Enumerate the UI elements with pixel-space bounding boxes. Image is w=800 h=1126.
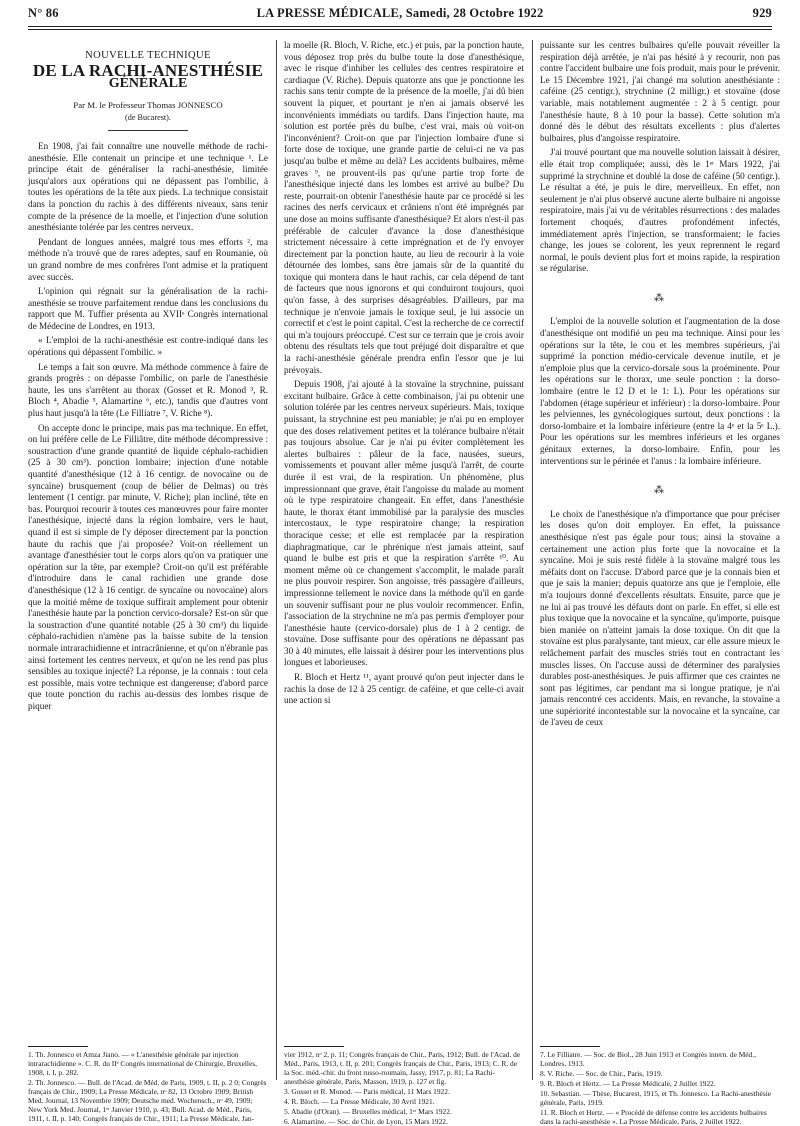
- paragraph: L'emploi de la nouvelle solution et l'augmentation de la dose d'anesthésique ont modifié un peu ma technique. Ainsi pour les opérations sur la tête, le cou et les membres supérieurs, j'ai supprimé la ponction médio-cervicale devenue inutile, et je n'emploie plus que la cervico-dorsale sous la proéminente. Pour les opérations sur le thorax, une seule ponction : la dorso-lombaire (entre le 12 D et le 1: L). Pour les opérations sur l'abdomen (étage supérieur et inférieur) : la dorso-lombaire. Pour les pelviennes, les gynécologiques surtout, deux ponctions : la dorso-lombaire et la lombaire inférieure (entre la 4ᵉ et la 5ᵉ L.). Pour les opérations sur les membres inférieurs et les organes génitaux externes, la dorso-lombaire. Enfin, pour les interventions sur le périnée et l'anus : la lombaire inférieure.: [540, 316, 780, 466]
- paragraph: Le choix de l'anesthésique n'a d'importance que pour préciser les doses qu'on doit employer. En effet, la puissance anesthésique n'est pas égale pour tous; ainsi la stovaïne a certainement une action plus forte que la novocaïne et la syncaïne. Moi je suis resté fidèle à la stovaïne malgré tous les méfaits dont on l'accuse. D'abord parce que je la connais bien et que je sais la manier; depuis quatorze ans que je l'emploie, elle m'a toujours donné d'excellents résultats. Ensuite, parce que je ne lui ai pas trouvé les défauts dont on parle. En effet, si elle est plus toxique que la novocaïne et la syncaïne, qu'importe, puisque bien maniée on n'atteint jamais la dose toxique. On dit que la stovaïne est plus paralysante, tant mieux, car elle assure mieux le relâchement parfait des muscles striés tout en contractant les muscles lisses. On l'accuse aussi de déterminer des paralysies durables post-anesthésiques. Je puis affirmer que ces craintes ne sont pas légitimes, car pendant ma si longue pratique, je n'ai jamais rencontré ces accidents. Mais, en revanche, la stovaïne a une supériorité incontestable sur la novocaïne et la syncaïne, car de l'aveu de ceux: [540, 508, 780, 728]
- section-separator-asterism: ⁂: [654, 292, 666, 304]
- paragraph: Depuis 1908, j'ai ajouté à la stovaïne la strychnine, puissant excitant bulbaire. Grâce à cette combinaison, j'ai pu obtenir une solution tolérée par les centres nerveux supérieurs. Mais, toxique puissant, la strychnine est peu maniable; je n'ai pu en employer que des doses relativement petites et la tolérance bulbaire n'était pas toujours absolue. Car je n'ai pu éviter complètement les alertes bulbaires : pâleur de la face, nausées, sueurs, vomissements et pouvant aller même jusqu'à l'arrêt, de courte durée il est vrai, de la respiration. Un phénomène, plus impressionnant que grave, était l'angoisse du malade au moment où le type respiratoire changeait. En effet, dans l'anesthésie haute, le thorax étant immobilisé par la paralysie des muscles intercostaux, le type respiratoire change; la respiration thoracique cesse; et elle est remplacée par la respiration diaphragmatique, car le phrénique n'est jamais atteint, sauf quand le bulbe est pris et que la respiration s'arrête ¹⁰. Au moment même où ce changement s'accomplit, le malade paraît ne plus pouvoir respirer. Son angoisse, très passagère d'ailleurs, impressionne tellement le novice dans la méthode qu'il en garde un souvenir suffisant pour ne plus vouloir recommencer. Enfin, l'association de la strychnine ne m'a pas permis d'employer pour l'anesthésie haute (cervico-dorsale) plus de 1 à 2 centigr. de stovaïne. Dose suffisante pour des opérations ne dépassant pas 30 à 40 minutes, elle laissait à désirer pour les interventions plus longues et laborieuses.: [284, 379, 524, 668]
- article-title: DE LA RACHI-ANESTHÉSIE: [32, 60, 264, 80]
- column-divider: [276, 40, 277, 1080]
- paragraph: J'ai trouvé pourtant que ma nouvelle solution laissait à désirer, elle était trop compliquée; aussi, dès le 1ᵉʳ Mars 1922, j'ai supprimé la strychnine et doublé la dose de caféine (50 centigr.). Le résultat a été, je puis le dire, merveilleux. En effet, non seulement je n'ai plus observé aucune alerte bulbaire ni angoisse respiratoire, mais j'ai vu de véritables résurrections : des malades fortement choqués, d'autres profondément infectés, immédiatement après l'injection, se transformaient; le facies change, les joues se colorent, les yeux reprennent le regard normal, le pouls devient plus fort et moins rapide, la respiration se régularise.: [540, 147, 780, 274]
- footnote: 4. R. Bloch. — La Presse Médicale, 30 Avril 1921.: [284, 1097, 435, 1106]
- paragraph: Le temps a fait son œuvre. Ma méthode commence à faire de grands progrès : on dépasse l'ombilic, on parle de l'anesthésie haute, les uns s'arrêtent au thorax (Gosset et R. Monod ³, R. Bloch ⁴, Abadie ⁵, Alamartine ⁶, etc.), tandis que d'autres vont plus haut jusqu'à la tête (Le Filliatre ⁷, V. Riche ⁸).: [28, 361, 268, 419]
- column-2: [284, 40, 524, 1050]
- footnote: 7. Le Filliatre. — Soc. de Biol., 28 Juin 1913 et Congrès intern. de Méd., Londres, 1913.: [540, 1050, 756, 1068]
- paragraph: « L'emploi de la rachi-anesthésie est contre-indiqué dans les opérations qui dépassent l'ombilic. »: [28, 335, 268, 358]
- footnote-rule: [284, 1046, 344, 1047]
- footnotes-column-1: [28, 1050, 268, 1123]
- article-kicker: NOUVELLE TECHNIQUE: [85, 50, 211, 61]
- paragraph: L'opinion qui régnait sur la généralisation de la rachi-anesthésie se trouve parfaitement rendue dans les conclusions du rapport que M. Tuffier présenta au XVIIᵉ Congrès international de Médecine de Londres, en 1913.: [28, 286, 268, 331]
- paragraph: R. Bloch et Hertz ¹¹, ayant prouvé qu'on peut injecter dans le rachis la dose de 12 à 25 centigr. de caféine, et que celle-ci avait une action si: [284, 672, 524, 706]
- header-rule: [28, 26, 772, 27]
- title-divider: [108, 130, 188, 131]
- paragraph: En 1908, j'ai fait connaître une nouvelle méthode de rachi-anesthésie. Elle contenait un principe et une technique ¹. Le principe était de généraliser la rachi-anesthésie, limitée jusqu'alors aux opérations qui ne dépassent pas l'ombilic, à toutes les opérations de la tête aux pieds. La technique consistait dans la ponction du rachis à des différents niveaux, sans tenir compte de la présence de la moelle, et l'injection d'une solution anesthésiante tolérée par les centres nerveux.: [28, 140, 268, 233]
- footnote-rule: [540, 1046, 600, 1047]
- footnote: 5. Abadie (d'Oran). — Bruxelles médical, 1ᵉʳ Mars 1922.: [284, 1107, 452, 1116]
- footnotes-column-2: [284, 1050, 524, 1126]
- paragraph: Pendant de longues années, malgré tous mes efforts ², ma méthode n'a trouvé que de rares adeptes, sauf en Roumanie, où un grand nombre de mes confrères l'ont admise et la pratiquent avec succès.: [28, 236, 268, 282]
- footnote: 1. Th. Jonnesco et Amza Jiano. — « L'anesthésie générale par injection intrarachidienne ». C. R. du IIᵉ Congrès international de Chirurgie, Bruxelles, 1908, t. I, p. 282.: [28, 1050, 257, 1077]
- footnote: 6. Alamartine. — Soc. de Chir. de Lyon, 15 Mars 1922.: [284, 1117, 448, 1126]
- paragraph: la moelle (R. Bloch, V. Riche, etc.) et puis, par la ponction haute, vous déposez trop près du bulbe toute la dose d'anesthésique, avec le risque d'inhiber les cellules des centres respiratoire et cardiaque (V. Riche). Depuis quatorze ans que je ponctionne les rachis sans tenir compte de la présence de la moelle, j'ai dû bien souvent la piquer, et pourtant je n'en ai jamais observé les inconvénients immédiats ou tardifs. Dans l'injection haute, ma solution est portée près du bulbe, c'est vrai, mais où voit-on l'inconvénient? Croit-on que par l'injection lombaire d'une si forte dose de toxique, une grande partie de celui-ci ne va pas jusqu'au bulbe et même au delà? Les accidents bulbaires, même graves ⁹, ne prouvent-ils pas qu'une partie trop forte de l'anesthésique injecté dans les lombes est arrivé au bulbe? Du reste, pourrait-on obtenir l'anesthésie haute par ce procédé si les racines des nerfs cervicaux et crâniens n'ont été imprégnés par une dose au moins suffisante d'anesthésique? Et alors n'est-il pas préférable de calculer d'avance la dose d'anesthésique strictement nécessaire à cette imprégnation et de l'y envoyer directement par la ponction haute, au lieu de recourir à la voie détournée des lombes, sans être jamais sûr de la quantité du toxique qui montera dans le haut rachis, car cela dépend de tant de facteurs que nous ignorons et qui conduiront toujours, quoi qu'on fasse, à des surprises désagréables. D'ailleurs, par ma technique je n'envoie jamais le toxique seul, je lui associe un correctif et c'est le point capital. C'est la recherche de ce correctif qui m'a toujours préoccupé. C'est sur ce terrain que je crois avoir obtenu des résultats tels que tout préjugé doit disparaître et que la rachi-anesthésie générale prendra enfin l'essor que je lui prévoyais.: [284, 40, 524, 375]
- article-author: Par M. le Professeur Thomas JONNESCO: [73, 99, 223, 110]
- footnote: 9. R. Bloch et Hertz. — La Presse Médicale, 2 Juillet 1922.: [540, 1079, 716, 1088]
- footnote: 11. R. Bloch et Hertz. — « Procédé de défense contre les accidents bulbaires dans la rachi-anesthésie ». La Presse Médicale, Paris, 2 Juillet 1922.: [540, 1108, 767, 1126]
- header-rule-double: [28, 29, 772, 30]
- section-separator-asterism: ⁂: [654, 485, 666, 497]
- footnote: 3. Gosset et R. Monod. — Paris médical, 11 Mars 1922.: [284, 1087, 450, 1096]
- column-3: [540, 40, 780, 1050]
- footnote: vier 1912, nᵒ 2, p. 11; Congrès français de Chir., Paris, 1912; Bull. de l'Acad. de Méd., Paris, 1913, t. II, p. 201; Congrès français de Chir., Paris, 1913; C. R. de la Soc. méd.-chir. du front russo-roumain, Jassy, 1917, p. 81; La Rachi-anesthésie générale, Paris, Masson, 1919, p. 127 et fig.: [284, 1050, 521, 1086]
- footnote: 10. Sebastian. — Thèse, Bucarest, 1915, et Th. Jonnesco. La Rachi-anesthésie générale, Paris, 1919.: [540, 1089, 772, 1107]
- column-divider: [532, 40, 533, 1080]
- page-header: [28, 6, 772, 26]
- footnote-rule: [28, 1046, 88, 1047]
- paragraph: puissante sur les centres bulbaires qu'elle pouvait réveiller la respiration déjà arrêtée, je n'ai pas hésité à y recourir, non pas contre l'accident bulbaire une fois produit, mais pour le prévenir. Le 15 Décembre 1921, j'ai changé ma solution anesthésiante : caféine (25 centigr.), strychnine (2 milligr.) et stovaïne (dose variable, mais notablement augmentée : 2 à 5 centigr. pour l'anesthésie haute, 8 à 10 pour la basse). Cette solution m'a donné dès le début des résultats excellents : plus d'alertes bulbaires, plus d'angoisse respiratoire.: [540, 40, 780, 143]
- footnote: 2. Th. Jonnesco. — Bull. de l'Acad. de Méd. de Paris, 1909, t. II, p. 2 0; Congrès français de Chir., 1909; La Presse Médicale, nᵒ 82, 13 Octobre 1909; British Med. Journal, 13 Novembre 1909; Deutsche med. Wochensch., nᵒ 49, 1909; New York Med. Journal, 1ᵉʳ Janvier 1910, p. 43; Bull. Acad. de Méd., Paris, 1911, t. II, p. 140; Congrès français de Chir., 1911; La Presse Médicale, Jan-: [28, 1078, 267, 1123]
- journal-title: LA PRESSE MÉDICALE, Samedi, 28 Octobre 1922: [256, 6, 544, 20]
- article-subtitle: GÉNÉRALE: [108, 76, 188, 92]
- footnote: 8. V. Riche. — Soc. de Chir., Paris, 1919.: [540, 1069, 663, 1078]
- paragraph: On accepte donc le principe, mais pas ma technique. En effet, on lui préfère celle de Le Filliâtre, dite méthode décompressive : soustraction d'une grande quantité de liquide céphalo-rachidien (25 à 30 cm³). ponction lombaire; injection d'une notable quantité d'anesthésique (12 à 16 centigr. de novocaïne ou de syncaïne) brusquement (coup de bélier de Delmas) ou très lentement (1 centigr. par minute, V. Riche); plan incliné, tête en bas. Pourquoi recourir à toutes ces manœuvres pour faire monter l'anesthésique, injecté dans la région lombaire, vers le haut, quand il est si simple de l'y déposer directement par la ponction haute du rachis que j'ai proposée? Voit-on réellement un avantage d'anesthésier tout le corps alors qu'on va pratiquer une opération sur la tête, par exemple? Croit-on qu'il est préférable d'introduire dans le canal rachidien une grande dose d'anesthésique (12 à 16 centigr. de syncaïne ou novocaïne) alors que la moitié même de toxique suffirait amplement pour obtenir l'anesthésie haute par la ponction cervico-dorsale? Est-on sûr que la soustraction d'une quantité notable (25 à 30 cm³) du liquide céphalo-rachidien n'amène pas la baisse subite de la tension normale intrarachidienne et intracrânienne, et qu'on n'ébranle pas ainsi fortement les centres nerveux, et qu'on ne les rend pas plus sensibles au toxique injecté? La réponse, je la connais : tout cela est possible, mais votre technique est dangereuse; d'abord parce que toute ponction du rachis au-dessus des lombes risque de piquer: [28, 422, 268, 711]
- footnotes-column-3: [540, 1050, 780, 1126]
- article-author-place: (de Bucarest).: [125, 113, 171, 123]
- column-1: [28, 40, 268, 1050]
- issue-number: N° 86: [28, 6, 59, 20]
- page-number: 929: [752, 6, 772, 20]
